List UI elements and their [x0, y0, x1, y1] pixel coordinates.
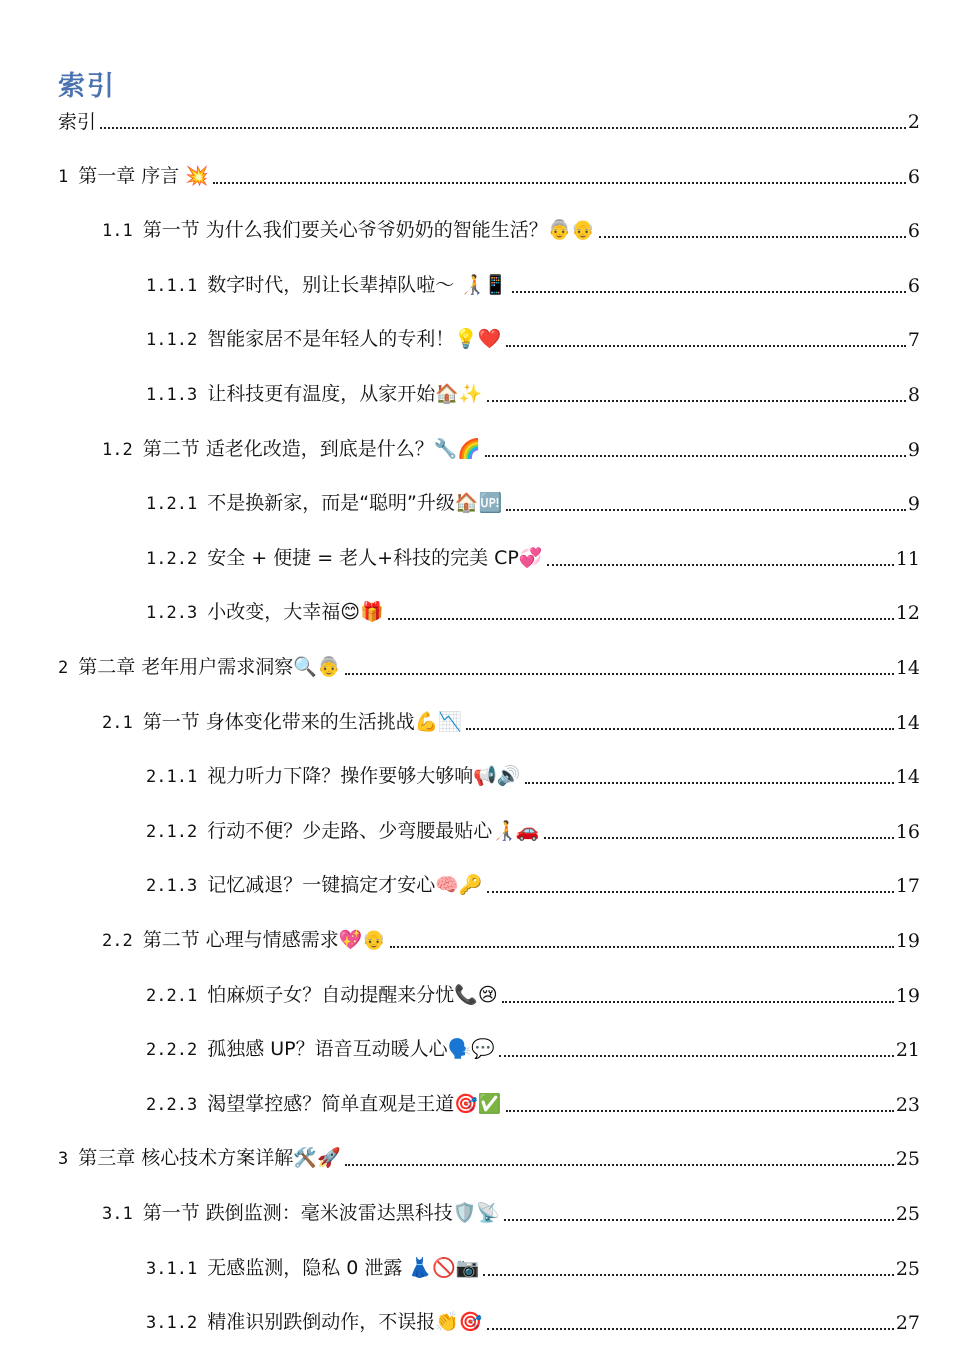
toc-entry-page: 25 [895, 1148, 920, 1170]
toc-entry-title: 渴望掌控感？简单直观是王道🎯✅ [207, 1093, 502, 1115]
toc-entry[interactable] [102, 928, 920, 954]
toc-entry-page: 19 [895, 930, 920, 952]
dot-leader [506, 509, 906, 511]
toc-entry-label [102, 436, 481, 463]
dot-leader [504, 1219, 894, 1221]
toc-entry-page: 16 [895, 821, 920, 843]
toc-entry-title: 智能家居不是年轻人的专利！💡❤️ [207, 328, 502, 350]
toc-entry[interactable] [146, 273, 920, 299]
toc-entry-title: 记忆减退？一键搞定才安心🧠🔑 [207, 874, 483, 896]
toc-entry-number: 2.2.3 [146, 1095, 198, 1115]
toc-entry-page: 6 [907, 275, 920, 297]
toc-entry-label [146, 490, 502, 517]
toc-entry-number: 1.2 [102, 440, 133, 460]
toc-entry-number: 2.1 [102, 713, 133, 733]
dot-leader [485, 455, 906, 457]
toc-entry-title: 不是换新家，而是“聪明”升级🏠🆙 [207, 492, 503, 514]
toc-entry-page: 17 [895, 875, 920, 897]
toc-entry-page: 9 [907, 493, 920, 515]
toc-entry-page: 9 [907, 439, 920, 461]
toc-entry-label [146, 272, 508, 299]
toc-entry-label [146, 381, 483, 408]
toc-entry[interactable] [102, 1201, 920, 1227]
toc-entry-label [102, 1200, 500, 1227]
toc-entry[interactable] [102, 710, 920, 736]
dot-leader [487, 400, 906, 402]
toc-entry-number: 1.1.1 [146, 276, 198, 296]
toc-entry-title: 第二节 心理与情感需求💖👴 [142, 929, 387, 951]
toc-entry-title: 第二章 老年用户需求洞察🔍👵 [78, 656, 341, 678]
toc-entry-page: 6 [907, 166, 920, 188]
toc-entry-number: 2.1.1 [146, 767, 198, 787]
toc-entry-title: 第一节 跌倒监测：毫米波雷达黑科技🛡️📡 [142, 1202, 501, 1224]
dot-leader [506, 1110, 894, 1112]
toc-entry-number: 2.1.2 [146, 822, 198, 842]
dot-leader [466, 728, 894, 730]
dot-leader [502, 1001, 894, 1003]
toc-entry-label [146, 1036, 495, 1063]
toc-entry-title: 第一节 身体变化带来的生活挑战💪📉 [142, 711, 463, 733]
dot-leader [506, 345, 906, 347]
toc-entry-number: 2.2.1 [146, 986, 198, 1006]
toc-entry[interactable] [146, 327, 920, 353]
toc-entry-label [146, 326, 502, 353]
dot-leader [599, 236, 906, 238]
toc-entry-page: 14 [895, 766, 920, 788]
toc-entry[interactable] [102, 437, 920, 463]
toc-entry[interactable] [146, 983, 920, 1009]
toc-entry[interactable] [102, 218, 920, 244]
toc-entry-page: 23 [895, 1094, 920, 1116]
dot-leader [390, 946, 894, 948]
toc-entry-number: 2.1.3 [146, 876, 198, 896]
dot-leader [544, 837, 894, 839]
toc-entry-title: 让科技更有温度，从家开始🏠✨ [207, 383, 483, 405]
toc-entry[interactable] [146, 382, 920, 408]
toc-entry-title: 视力听力下降？操作要够大够响📢🔊 [207, 765, 521, 787]
toc-entry-label [146, 1255, 479, 1282]
toc-entry-title: 无感监测，隐私 0 泄露 👗🚫📷 [207, 1257, 480, 1279]
toc-entry-number: 3.1.1 [146, 1259, 198, 1279]
toc-entry-title: 行动不便？少走路、少弯腰最贴心🧑‍🦯🚗 [207, 820, 540, 842]
toc-entry[interactable] [146, 764, 920, 790]
toc-entry-page: 25 [895, 1203, 920, 1225]
toc-entry[interactable] [146, 491, 920, 517]
toc-entry-page: 2 [907, 111, 920, 133]
toc-entry-title: 第一章 序言 💥 [78, 165, 209, 187]
toc-entry[interactable] [146, 873, 920, 899]
toc-entry-title: 小改变，大幸福😊🎁 [207, 601, 384, 623]
toc-entry-number: 1.2.1 [146, 494, 198, 514]
toc-entry-number: 2.2.2 [146, 1040, 198, 1060]
toc-entry-label [146, 1091, 502, 1118]
dot-leader [499, 1055, 894, 1057]
toc-entry-label [58, 654, 341, 681]
dot-leader [487, 891, 894, 893]
toc-heading: 索引 [58, 71, 116, 102]
toc-entry-title: 孤独感 UP？语音互动暖人心🗣️💬 [207, 1038, 495, 1060]
toc-entry-label [58, 163, 209, 190]
toc-entry-number: 1 [58, 167, 69, 187]
toc-entry[interactable] [58, 109, 920, 135]
toc-entry-page: 19 [895, 985, 920, 1007]
toc-entry-page: 6 [907, 220, 920, 242]
toc-entry-title: 精准识别跌倒动作，不误报👏🎯 [207, 1311, 483, 1333]
toc-entry-label [146, 872, 483, 899]
dot-leader [487, 1328, 894, 1330]
toc-entry-label [58, 109, 96, 135]
toc-entry[interactable] [58, 164, 920, 190]
dot-leader [345, 673, 894, 675]
toc-entry-number: 1.2.3 [146, 603, 198, 623]
toc-entry-page: 25 [895, 1258, 920, 1280]
dot-leader [345, 1164, 894, 1166]
toc-entry[interactable] [146, 600, 920, 626]
toc-entry-label [146, 599, 384, 626]
toc-entry-page: 8 [907, 384, 920, 406]
dot-leader [100, 127, 906, 129]
toc-entry[interactable] [146, 1037, 920, 1063]
toc-entry-page: 14 [895, 657, 920, 679]
dot-leader [388, 618, 894, 620]
toc-entry-title: 索引 [58, 111, 97, 133]
toc-entry[interactable] [146, 1310, 920, 1336]
toc-entry[interactable] [146, 1092, 920, 1118]
toc-entry-title: 第三章 核心技术方案详解🛠️🚀 [78, 1147, 341, 1169]
toc-entry-page: 27 [895, 1312, 920, 1334]
toc-entry-label [58, 1145, 341, 1172]
toc-entry[interactable] [146, 1256, 920, 1282]
toc-entry-label [146, 1309, 483, 1336]
toc-entry-title: 数字时代，别让长辈掉队啦～ 🧑‍🦯📱 [207, 274, 508, 296]
toc-entry-label [102, 217, 595, 244]
toc-entry-label [146, 763, 521, 790]
toc-entry-number: 1.2.2 [146, 549, 198, 569]
toc-entry[interactable] [58, 655, 920, 681]
toc-entry-title: 第二节 适老化改造，到底是什么？🔧🌈 [142, 438, 482, 460]
dot-leader [213, 182, 906, 184]
dot-leader [547, 564, 894, 566]
toc-entry-number: 1.1 [102, 221, 133, 241]
toc-entry-number: 1.1.2 [146, 330, 198, 350]
toc-entry-label [102, 927, 386, 954]
toc-entry-title: 第一节 为什么我们要关心爷爷奶奶的智能生活？👵👴 [142, 219, 596, 241]
toc-entry-number: 3.1 [102, 1204, 133, 1224]
toc-entry-number: 3.1.2 [146, 1313, 198, 1333]
toc-entry-page: 11 [895, 548, 920, 570]
toc-entry-title: 怕麻烦子女？自动提醒来分忧📞😢 [207, 984, 498, 1006]
toc-entry[interactable] [58, 1146, 920, 1172]
toc-entry-label [146, 545, 543, 572]
toc-entry-page: 12 [895, 602, 920, 624]
toc-entry[interactable] [146, 819, 920, 845]
toc-entry[interactable] [146, 546, 920, 572]
toc-entry-number: 2 [58, 658, 69, 678]
toc-entry-page: 14 [895, 712, 920, 734]
toc-entry-label [146, 982, 498, 1009]
toc-entry-page: 7 [907, 329, 920, 351]
toc-entry-label [102, 709, 462, 736]
toc-entry-number: 1.1.3 [146, 385, 198, 405]
toc-entry-number: 3 [58, 1149, 69, 1169]
toc-entry-page: 21 [895, 1039, 920, 1061]
toc-entry-label [146, 818, 540, 845]
dot-leader [512, 291, 906, 293]
toc-entry-title: 安全 + 便捷 = 老人+科技的完美 CP💞 [207, 547, 543, 569]
dot-leader [483, 1274, 893, 1276]
toc-entry-number: 2.2 [102, 931, 133, 951]
dot-leader [525, 782, 894, 784]
